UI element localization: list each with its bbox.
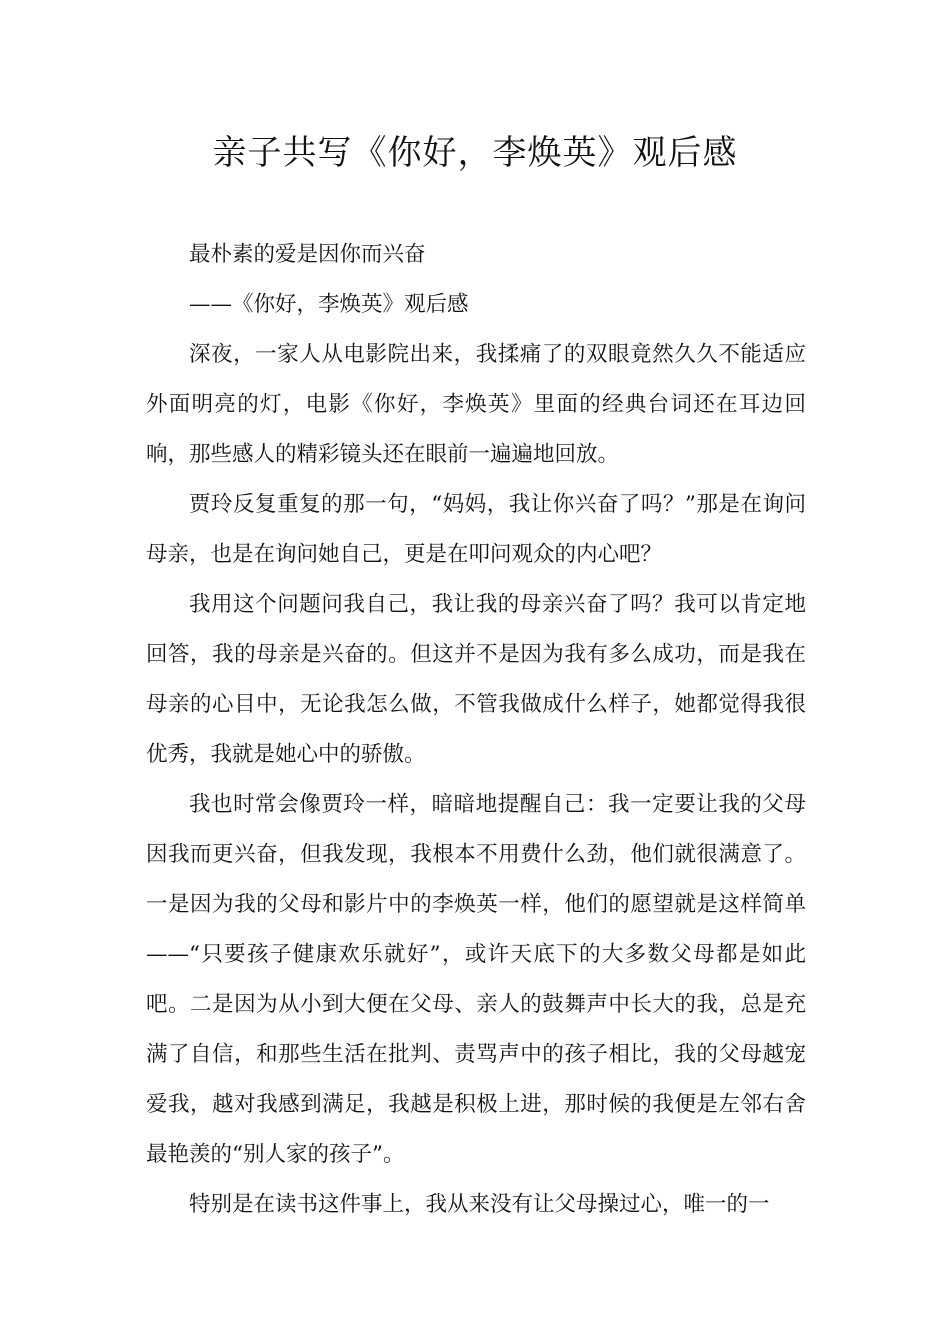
subtitle: 最朴素的爱是因你而兴奋 <box>189 242 426 267</box>
paragraph: 我用这个问题问我自己，我让我的母亲兴奋了吗？我可以肯定地回答，我的母亲是兴奋的。但这并不是因为我有多么成功，而是我在母亲的心目中，无论我怎么做，不管我做成什么样子，她都觉得我很优秀，我就是她心中的骄傲。 <box>146 592 806 767</box>
paragraph: 我也时常会像贾玲一样，暗暗地提醒自己：我一定要让我的父母因我而更兴奋，但我发现，我根本不用费什么劲，他们就很满意了。一是因为我的父母和影片中的李焕英一样，他们的愿望就是这样简单——“只要孩子健康欢乐就好”，或许天底下的大多数父母都是如此吧。二是因为从小到大便在父母、亲人的鼓舞声中长大的我，总是充满了自信，和那些生活在批判、责骂声中的孩子相比，我的父母越宠爱我，越对我感到满足，我越是积极上进，那时候的我便是左邻右舍最艳羡的“别人家的孩子”。 <box>146 792 806 1167</box>
subtitle-2: ——《你好，李焕英》观后感 <box>189 292 469 317</box>
document-title: 亲子共写《你好，李焕英》观后感 <box>212 133 738 173</box>
paragraph: 深夜，一家人从电影院出来，我揉痛了的双眼竟然久久不能适应外面明亮的灯，电影《你好，李焕英》里面的经典台词还在耳边回响，那些感人的精彩镜头还在眼前一遍遍地回放。 <box>146 342 806 467</box>
paragraph: 特别是在读书这件事上，我从来没有让父母操过心，唯一的一 <box>189 1192 770 1217</box>
paragraph: 贾玲反复重复的那一句，“妈妈，我让你兴奋了吗？”那是在询问母亲，也是在询问她自己，更是在叩问观众的内心吧？ <box>146 492 806 567</box>
document-body <box>146 230 806 1230</box>
